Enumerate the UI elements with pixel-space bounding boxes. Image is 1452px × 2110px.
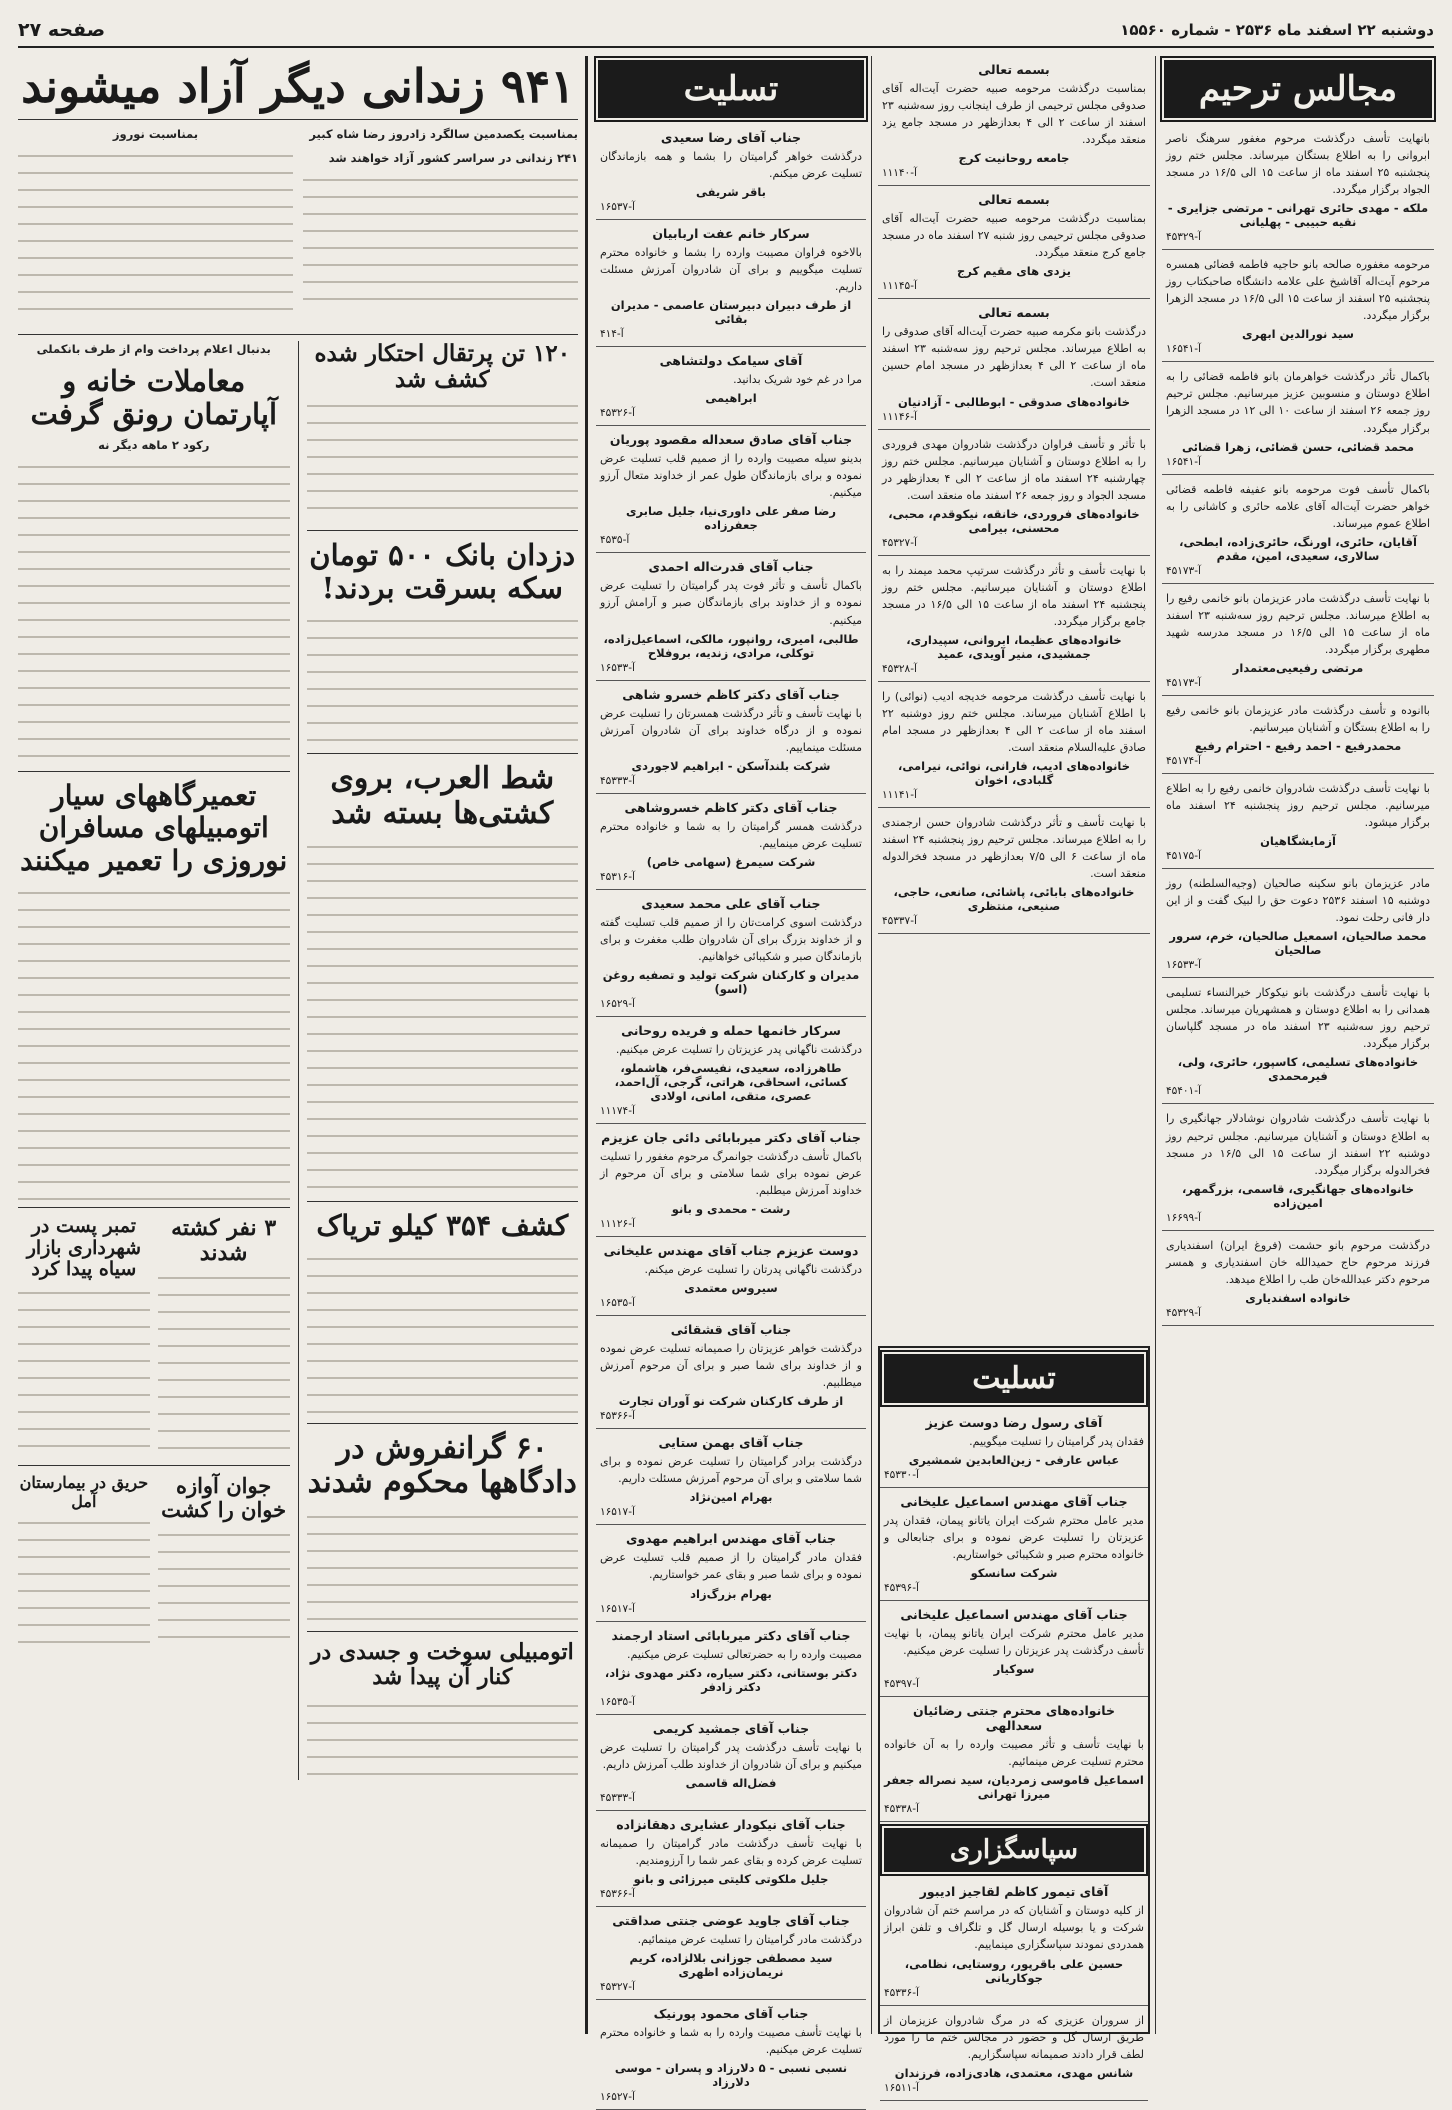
notice-signature: طالبی، امیری، روانپور، مالکی، اسماعیل‌زاده، توکلی، مرادی، زندیه، بروفلاح: [603, 631, 859, 660]
notice-item: [878, 430, 1150, 556]
notice-signature: محمد صالحیان، اسمعیل صالحیان، خرم، سرور صالحیان: [1169, 929, 1427, 958]
notice-item: [596, 681, 866, 794]
headline-shatt: شط العرب، بروی کشتی‌ها بسته شد: [307, 753, 579, 831]
notice-signature: جامعه روحانیت کرج: [958, 151, 1070, 166]
notice-body: مدیر عامل محترم شرکت ایران یاتانو پیمان، با نهایت تأسف درگذشت پدر عزیزتان را تسلیت عرض میکنیم.: [884, 1627, 1144, 1658]
notice-item: [1162, 1231, 1434, 1326]
short-news-a: [158, 1216, 290, 1458]
notice-item: [880, 1488, 1148, 1601]
apartment-sub: رکود ۲ ماهه دیگر نه: [98, 438, 210, 453]
notice-body: فقدان پدر گرامیتان را تسلیت میگوییم.: [969, 1435, 1144, 1448]
notice-body: درگذشت برادر گرامیتان را تسلیت عرض نموده و برای شما سلامتی و برای آن مرحوم آمرزش مسئلت داریم.: [600, 1455, 862, 1486]
notice-code: آ-۴۵۳۲۶: [600, 407, 635, 420]
notice-item: [1162, 869, 1434, 978]
notice-signature: خانواده اسفندیاری: [1245, 1290, 1351, 1305]
notice-item: [596, 1429, 866, 1525]
headline-three: ۳ نفر کشته شدند: [171, 1214, 277, 1267]
notice-item: [878, 682, 1150, 808]
notice-code: آ-۴۵۳۲۷: [600, 1980, 635, 1993]
notice-signature: خانواده‌های عظیما، ابروانی، سپیداری، جمشیدی، منیر آویدی، عمید: [906, 632, 1122, 661]
notice-code: آ-۴۵۳۳۳: [600, 774, 635, 787]
notice-body: درگذشت ناگهانی پدر عزیزتان را تسلیت عرض میکنیم.: [615, 1042, 862, 1056]
notice-item: [1162, 584, 1434, 696]
notice-signature: رشت - محمدی و بانو: [671, 1202, 791, 1217]
notice-code: آ-۴۱۴: [600, 328, 624, 341]
notice-code: آ-۱۶۵۳۳: [600, 661, 635, 674]
notice-body: مصیبت وارده را به حضرتعالی تسلیت عرض میکنیم.: [627, 1647, 862, 1661]
notice-body: فقدان مادر گرامیتان را از صمیم قلب تسلیت عرض نموده و برای شما صبر و بقای عمر خواستاریم.: [600, 1551, 862, 1582]
memorial-list: [1162, 124, 1434, 1326]
notice-title: آقای تیمور کاظم لقاجیز ادیبور: [919, 1884, 1109, 1900]
filler-text: [303, 174, 578, 314]
notice-signature: از طرف دبیران دبیرستان عاصمی - مدیران بقائی: [610, 298, 852, 327]
notice-body: درگذشت همسر گرامیتان را به شما و خانواده محترم تسلیت عرض مینماییم.: [600, 819, 862, 850]
notice-signature: آقایان، حائری، اورنگ، حائری‌زاده، ابطحی، سالاری، سعیدی، امین، مقدم: [1179, 534, 1417, 563]
filler-text: [18, 1517, 150, 1647]
notice-title: بسمه تعالی: [978, 62, 1050, 77]
page-number: صفحه ۲۷: [18, 19, 106, 41]
notice-body: باکمال تأسف و تأثر فوت پدر گرامیتان را تسلیت عرض نموده و از خداوند برای بازماندگان صبر و آرامش آرزو میکنیم.: [600, 579, 862, 627]
appreciation-list: [880, 1409, 1148, 2101]
news-row-2: [18, 334, 578, 1780]
notice-body: با نهایت تأسف مصیبت وارده را به شما و خانواده محترم تسلیت عرض میکنیم.: [600, 2025, 862, 2056]
notice-body: بالاخوه فراوان مصیبت وارده را بشما و خانواده محترم تسلیت میگوییم و برای آن شادروان آمرزش مسئلت داریم.: [600, 246, 862, 294]
headline-robbers: دزدان بانک ۵۰۰ تومان سکه بسرقت بردند!: [307, 530, 579, 606]
notice-signature: محمد قضائی، حسن قضائی، زهرا قضائی: [1182, 439, 1414, 454]
notice-item: [878, 556, 1150, 682]
notice-body: با نهایت تأسف درگذشت پدر گرامیتان را تسلیت عرض میکنیم و برای آن شادروان از خداوند طلب آمرزش داریم.: [600, 1740, 862, 1771]
notice-signature: خانواده‌های ادیب، فارانی، نوائی، نیرامی، گلبادی، اخوان: [897, 759, 1131, 788]
notice-code: آ-۴۵۳۶۶: [600, 1410, 635, 1423]
notice-body: با نهایت تأسف و تأثر مصیبت وارده را به آن خانواده محترم تسلیت عرض مینمائیم.: [884, 1738, 1144, 1769]
filler-text: [307, 400, 579, 520]
notice-code: آ-۴۵۳۲۹: [1166, 231, 1201, 244]
short-news-d: [18, 1474, 150, 1647]
notice-title: جناب آقای قدرت‌اله احمدی: [648, 559, 814, 575]
notice-signature: شرکت سانسکو: [970, 1566, 1058, 1581]
notice-signature: خانواده‌های بابائی، پاشائی، صانعی، حاجی، صنیعی، منتظری: [893, 885, 1135, 914]
notice-item: [596, 1715, 866, 1811]
notice-code: آ-۱۱۱۴۵: [882, 280, 917, 293]
notice-title: جناب آقای دکتر میربابائی استاد ارجمند: [611, 1627, 851, 1643]
notice-code: آ-۱۶۵۳۵: [600, 1695, 635, 1708]
notice-title: جناب آقای محمود پورنیک: [653, 2005, 809, 2021]
notice-code: آ-۴۵۱۷۵: [1166, 850, 1201, 863]
notice-code: آ-۱۶۵۱۱: [884, 2081, 919, 2094]
notice-body: با نهایت تأسف درگذشت شادروان نوشادلار جهانگیری را به اطلاع دوستان و آشنایان میرسانیم. مجلس ترحیم روز دوشنبه ۲۲ اسفند از ساعت ۱۵ الی ۱۶/۵ در مسجد فخرالدوله برگزار میگردد.: [1166, 1112, 1430, 1177]
condolence-banner: تسلیت: [598, 60, 864, 118]
prisoners-text-b: [18, 126, 293, 334]
notice-item: [596, 890, 866, 1017]
news-section: [18, 56, 578, 2034]
notice-signature: سیروس معتمدی: [684, 1281, 778, 1296]
notice-item: [596, 1017, 866, 1124]
notice-code: آ-۴۵۱۷۳: [1166, 564, 1201, 577]
notice-signature: مرتضی رفیعیی‌معتمدار: [1232, 660, 1364, 675]
notice-item: [596, 553, 866, 680]
notice-body: با نهایت تأسف درگذشت مادر گرامیتان را صمیمانه تسلیت عرض کرده و بقای عمر شما را آرزومندیم.: [600, 1836, 862, 1867]
filler-text: [307, 1253, 579, 1413]
notice-title: جناب آقای رضا سعیدی: [660, 130, 802, 145]
notice-title: جناب آقای مهندس ابراهیم مهدوی: [625, 1531, 836, 1547]
columns: [18, 56, 1434, 2103]
notice-body: بانهایت تأسف درگذشت مرحوم مغفور سرهنگ ناصر ابروانی را به اطلاع بستگان میرساند. مجلس ختم روز پنجشنبه ۲۵ اسفند ماه از ساعت ۱۵ الی ۱۶/۵ در مسجد الجواد برگزار میگردد.: [1166, 132, 1430, 197]
short-news-row-2: [18, 1465, 290, 1647]
notice-item: [1162, 696, 1434, 774]
notice-signature: سید مصطفی جوزانی بلالزاده، کریم نریمان‌زاده اظهری: [629, 1950, 833, 1979]
notice-body: از کلیه دوستان و آشنایان که در مراسم ختم آن شادروان شرکت و یا بوسیله ارسال گل و تلگراف و تلفن ابراز همدردی نمودند سپاسگزاری مینماییم.: [884, 1904, 1144, 1952]
notice-signature: شانس مهدی، معتمدی، هادی‌زاده، فرزندان: [894, 2065, 1134, 2080]
notice-signature: اسماعیل قاموسی زمردیان، سید نصراله جعفر میرزا تهرانی: [884, 1773, 1144, 1802]
notice-item: [596, 426, 866, 553]
news-col-right: [18, 341, 290, 1780]
notice-code: آ-۴۵۳۵: [600, 534, 630, 547]
notice-title: جناب آقای صادق سعداله مقصود پوریان: [609, 432, 853, 448]
notice-signature: محمدرفیع - احمد رفیع - احترام رفیع: [1194, 738, 1402, 753]
notice-code: آ-۴۵۳۳۸: [884, 1803, 919, 1816]
notice-signature: عباس عارفی - زین‌العابدین شمشیری: [908, 1453, 1120, 1468]
notice-signature: ابراهیمی: [705, 391, 757, 406]
notice-item: [1162, 362, 1434, 474]
column-rule: [298, 341, 299, 1780]
notice-body: درگذشت خواهر عزیزتان را صمیمانه تسلیت عرض نموده و از خداوند برای شما صبر و برای آن مرحوم آمرزش میطلبیم.: [600, 1342, 862, 1390]
middle-memorial-list: [878, 56, 1150, 934]
notice-title: جناب آقای نیکودار عشایری دهقانزاده: [616, 1816, 846, 1832]
notice-code: آ-۴۵۳۳۳: [600, 1791, 635, 1804]
notice-body: درگذشت ناگهانی پدرتان را تسلیت عرض میکنم.: [644, 1263, 862, 1277]
notice-code: آ-۱۱۱۴۱: [882, 789, 917, 802]
filler-text: [18, 1287, 150, 1457]
apartment-kicker: بدنبال اعلام پرداخت وام از طرف بانکملی: [36, 341, 271, 356]
notice-title: جناب آقای قشقائی: [670, 1322, 792, 1338]
notice-item: [596, 1622, 866, 1715]
notice-signature: یزدی های مقیم کرج: [957, 264, 1071, 279]
masthead: [18, 14, 1434, 48]
notice-item: [596, 1907, 866, 2000]
notice-title: آقای رسول رضا دوست عزیز: [925, 1415, 1103, 1430]
headline-fine: ۶۰ گرانفروش در دادگاهها محکوم شدند: [307, 1423, 579, 1501]
notice-code: آ-۴۵۳۹۶: [884, 1582, 919, 1595]
prisoners-lead: ۲۴۱ زندانی در سراسر کشور آزاد خواهند شد: [328, 150, 578, 165]
notice-code: آ-۴۵۳۳۰: [884, 1469, 919, 1482]
filler-text: [307, 1700, 579, 1780]
notice-item: [1162, 250, 1434, 362]
notice-item: [1162, 1104, 1434, 1230]
notice-body: با نهایت تأسف و تأثر درگذشت همسرتان را تسلیت عرض نموده و از درگاه خداوند برای آن شادروان آمرزش مسئلت مینماییم.: [600, 706, 862, 754]
notice-signature: خانواده‌های جهانگیری، قاسمی، بزرگمهر، امین‌زاده: [1181, 1181, 1415, 1210]
notice-code: آ-۱۶۵۴۱: [1166, 343, 1201, 356]
notice-item: [878, 808, 1150, 934]
notice-item: [1162, 978, 1434, 1104]
notice-body: با نهایت تأسف و تأثر درگذشت سرتیپ محمد میمند را به اطلاع دوستان و آشنایان میرسانیم. مجلس ختم روز پنجشنبه ۲۴ اسفند ماه از ساعت ۱۵ الی ۱۶/۵ در مسجد جامع برگزار میگردد.: [882, 563, 1146, 628]
notice-body: درگذشت خواهر گرامیتان را بشما و همه بازماندگان تسلیت عرض میکنم.: [600, 150, 862, 181]
notice-code: آ-۴۵۳۲۸: [882, 662, 917, 675]
notice-item: [596, 2000, 866, 2110]
notice-signature: رضا صفر علی داوری‌نیا، جلیل صابری جعفرزاده: [625, 504, 837, 533]
filler-text: [158, 1272, 290, 1452]
notice-signature: جلیل ملکوتی کلیتی میرزائی و بانو: [633, 1871, 829, 1886]
section-divider: [585, 56, 588, 2034]
notice-item: [596, 220, 866, 347]
notice-signature: حسین علی باقرپور، روستایی، نظامی، جوکاریانی: [904, 1956, 1124, 1985]
issue-date-line: دوشنبه ۲۲ اسفند ماه ۲۵۳۶ - شماره ۱۵۵۶۰: [1120, 21, 1434, 39]
notice-item: [596, 794, 866, 890]
notice-body: بمناسبت درگذشت مرحومه صبیه حضرت آیت‌اله آقای صدوقی مجلس ترحیمی روز شنبه ۲۷ اسفند ماه در مسجد جامع کرج منعقد میگردد.: [882, 212, 1147, 260]
notice-title: جناب آقای مهندس اسماعیل علیخانی: [900, 1607, 1128, 1623]
appreciation-box: [878, 1346, 1150, 2094]
headline-car: اتومبیلی سوخت و جسدی در کنار آن پیدا شد: [307, 1631, 579, 1691]
notice-body: مادر عزیزمان بانو سکینه صالحیان (وجیه‌السلطنه) روز دوشنبه ۱۵ اسفند ۲۵۳۶ دعوت حق را لبیک گفت و از این دار فانی رحلت نمود.: [1166, 877, 1430, 925]
notice-signature: بهرام بزرگ‌زاد: [690, 1586, 772, 1601]
notice-title: جناب آقای علی محمد سعیدی: [641, 895, 821, 911]
memorial-banner: مجالس ترحیم: [1164, 60, 1432, 118]
notice-code: آ-۱۶۵۳۵: [600, 1297, 635, 1310]
notice-body: باانوده و تأسف درگذشت مادر عزیزمان بانو خانمی رفیع را به اطلاع بستگان و آشنایان میرسانیم.: [1166, 703, 1430, 734]
notice-signature: خانواده‌های صدوقی - ابوطالبی - آزادنیان: [897, 394, 1131, 409]
notice-body: با نهایت تأسف درگذشت شادروان خانمی رفیع را به اطلاع میرسانیم. مجلس ترحیم روز پنجشنبه ۲۴ اسفند ماه برگزار میشود.: [1166, 781, 1430, 830]
memorial-column: [1162, 56, 1434, 2034]
headline-apartment: معاملات خانه و آپارتمان رونق گرفت: [30, 363, 278, 432]
notice-item: [1162, 774, 1434, 869]
filler-text: [307, 615, 579, 743]
notice-title: جناب آقای دکتر میربابائی دائی جان عزیزم: [601, 1129, 861, 1145]
notice-body: با نهایت تأسف و تأثر درگذشت شادروان حسن ارجمندی را به اطلاع میرساند. مجلس ترحیم روز پنجشنبه ۲۴ اسفند ماه از ساعت ۶ الی ۷/۵ بعدازظهر در مسجد فخرالدوله منعقد است.: [882, 816, 1146, 881]
notice-item: [596, 1525, 866, 1621]
notice-item: [596, 124, 866, 220]
notice-body: مدیر عامل محترم شرکت ایران یاتانو پیمان، فقدان پدر عزیزتان را تسلیت عرض نموده و برای جنابعالی و خانواده محترم صبر و شکیبائی خواستاریم.: [884, 1514, 1144, 1562]
notice-body: با نهایت تأسف درگذشت بانو نیکوکار خیرالنساء تسلیمی همدانی را به اطلاع دوستان و همشهریان میرساند. مجلس ترحیم روز سه‌شنبه ۲۳ اسفند ماه در مسجد گلپاسان برگزار میگردد.: [1166, 986, 1430, 1051]
notice-code: آ-۴۵۳۳۶: [884, 1986, 919, 1999]
filler-text: [18, 150, 293, 320]
notice-code: آ-۴۵۴۰۱: [1166, 1085, 1201, 1098]
notice-code: آ-۱۶۵۳۳: [1166, 959, 1201, 972]
condolence-column: [596, 56, 866, 2103]
headline-stamps: تمبر پست در شهرداری بازار سیاه پیدا کرد: [26, 1214, 142, 1281]
short-news-b: [18, 1216, 150, 1458]
notice-title: خانواده‌های محترم جنتی رضائیان سعدالهی: [913, 1703, 1115, 1734]
notice-body: درگذشت مرحوم بانو حشمت (فروغ ایران) اسفندیاری فرزند مرحوم حاج حمیدالله خان اسفندیاری و همسر مرحوم دکتر عبدالله‌خان طب را اطلاع میدهد.: [1166, 1238, 1430, 1286]
notice-body: مرحومه مغفوره صالحه بانو حاجیه فاطمه قضائی همسره مرحوم آیت‌اله آقا‌شیخ علی علامه دانشگاه صاحبکتاب روز پنجشنبه ۲۵ اسفند از ساعت ۱۵ الی ۱۶/۵ در مسجد الزهرا برگزار میگردد.: [1166, 258, 1430, 323]
notice-title: بسمه تعالی: [978, 192, 1050, 208]
notice-body: با نهایت تأسف درگذشت مرحومه خدیجه ادیب (نوائی) را با اطلاع آشنایان میرساند. مجلس ختم روز دوشنبه ۲۲ اسفند ماه از ساعت ۲ الی ۴ بعدازظهر در مسجد امام صادق علیه‌السلام منعقد است.: [882, 689, 1146, 755]
column-rule: [1155, 56, 1156, 2034]
notice-title: جناب آقای مهندس اسماعیل علیخانی: [900, 1494, 1128, 1510]
notice-signature: فضل‌اله قاسمی: [685, 1775, 777, 1790]
filler-text: [18, 887, 290, 1207]
notice-title: دوست عزیزم جناب آقای مهندس علیخانی: [603, 1243, 859, 1259]
notice-body: درگذشت اسوی کرامت‌تان را از صمیم قلب تسلیت گفته و از خداوند بزرگ برای آن شادروان طلب مغفرت و برای بازماندگان صبر و شکیبائی خواهانیم.: [600, 915, 862, 963]
notice-item: [880, 1409, 1148, 1488]
notice-item: [880, 1697, 1148, 1822]
short-news-row: [18, 1207, 290, 1458]
notice-item: [596, 1316, 866, 1429]
headline-hospital: حریق در بیمارستان آمل: [19, 1473, 149, 1511]
notice-code: آ-۱۶۵۳۷: [600, 201, 635, 214]
notice-item: [1162, 475, 1434, 584]
notice-signature: ملکه - مهدی حائری تهرانی - مرتضی جزایری - نقیه حبیبی - پهلیانی: [1167, 201, 1429, 230]
prisoners-story: [18, 126, 578, 334]
short-news-c: [158, 1474, 290, 1647]
notice-item: [878, 186, 1150, 299]
notice-title: جناب آقای دکتر کاظم خسرو شاهی: [622, 686, 840, 702]
notice-code: آ-۱۱۱۴۰: [882, 167, 917, 180]
notice-code: آ-۱۶۵۱۷: [600, 1602, 635, 1615]
headline-kilos: کشف ۳۵۴ کیلو تریاک: [307, 1201, 579, 1242]
notice-title: بسمه تعالی: [978, 305, 1050, 321]
notice-signature: مدیران و کارکنان شرکت تولید و تصفیه روغن (اسو): [602, 967, 860, 996]
notice-body: بدینو سیله مصیبت وارده را از صمیم قلب تسلیت عرض نموده و برای بازماندگان طول عمر از خداوند متعال آرزو میکنیم.: [600, 452, 862, 500]
notice-title: جناب آقای بهمن ستایی: [658, 1435, 804, 1451]
notice-signature: بهرام امین‌نژاد: [689, 1490, 773, 1505]
notice-signature: طاهرزاده، سعیدی، نفیسی‌فر، هاشملو، کسائی، اسحاقی، هراتی، گرجی، آل‌احمد، عصری، متقی، امانی، اولادی: [614, 1060, 848, 1103]
notice-item: [878, 299, 1150, 429]
notice-code: آ-۴۵۳۶۶: [600, 1887, 635, 1900]
notice-signature: شرکت سیمرغ (سهامی خاص): [646, 854, 816, 869]
notice-signature: خانواده‌های تسلیمی، کاسپور، حائری، ولی، فیرمحمدی: [1177, 1055, 1419, 1084]
notice-item: [596, 1811, 866, 1907]
notice-body: درگذشت مادر گرامیتان را تسلیت عرض مینمائیم.: [637, 1932, 862, 1946]
filler-text: [18, 461, 290, 761]
notice-signature: دکتر بوستانی، دکتر سیاره، دکتر مهدوی نژاد، دکتر زادفر: [604, 1665, 858, 1694]
notice-code: آ-۴۵۳۳۷: [882, 915, 917, 928]
notice-code: آ-۴۵۱۷۴: [1166, 754, 1201, 767]
notice-code: آ-۴۵۳۲۹: [1166, 1306, 1201, 1319]
notice-body: از سروران عزیزی که در مرگ شادروان عزیزمان از طریق ارسال گل و حضور در مجالس ختم ما را مورد لطف قرار دادند صمیمانه سپاسگزاریم.: [884, 2013, 1144, 2061]
headline-orange: ۱۲۰ تن پرتقال احتکار شده کشف شد: [314, 339, 571, 394]
notice-signature: باقر شریفی: [695, 185, 767, 200]
notice-body: با تأثر و تأسف فراوان درگذشت شادروان مهدی فروردی را به اطلاع دوستان و آشنایان میرسانیم. مجلس ختم روز چهارشنبه ۲۴ اسفند ماه از ساعت ۲ الی ۴ بعدازظهر در مسجد الجواد و روز جمعه ۲۶ اسفند ماه منعقد است.: [882, 437, 1146, 502]
notice-code: آ-۱۶۵۲۷: [600, 2090, 635, 2103]
prisoners-text-a: [303, 126, 578, 334]
notice-body: باکمال تأثر درگذشت خواهرمان بانو فاطمه قضائی را به اطلاع دوستان و منسوبین عزیز میرسانیم. مجلس ترحیم روز جمعه ۲۶ اسفند از ساعت ۱۰ الی ۱۲ در مسجد الزهرا برگزار میگردد.: [1166, 370, 1431, 435]
notice-signature: آزمایشگاهیان: [1260, 834, 1336, 849]
headline-singer: جوان آوازه خوان را کشت: [161, 1473, 287, 1523]
notice-code: آ-۱۱۱۷۴: [600, 1104, 635, 1117]
prisoners-sub: بمناسبت نوروز: [112, 126, 199, 141]
notice-item: [880, 1601, 1148, 1697]
notice-title: جناب آقای دکتر کاظم خسروشاهی: [624, 799, 838, 815]
notice-body: باکمال تأسف فوت مرحومه بانو عفیفه فاطمه قضائی خواهر حضرت آیت‌اله آقای علامه حائری و کاشانی را به اطلاع عموم میرساند.: [1166, 482, 1430, 530]
notice-item: [878, 56, 1150, 186]
filler-text: [158, 1529, 290, 1639]
prisoners-kicker: بمناسبت یکصدمین سالگرد زادروز رضا شاه کبیر: [309, 126, 578, 141]
notice-code: آ-۴۵۱۷۳: [1166, 676, 1201, 689]
notice-title: آقای سیامک دولتشاهی: [659, 353, 803, 369]
notice-code: آ-۴۵۳۱۶: [600, 870, 635, 883]
notice-body: با نهایت تأسف درگذشت مادر عزیزمان بانو خانمی رفیع را به اطلاع میرساند. مجلس ترحیم روز سه‌شنبه ۲۳ اسفند ماه از ساعت ۱۵ الی ۱۶/۵ در مسجد مدرسه شهید مطهری برگزار میگردد.: [1166, 591, 1430, 656]
notice-item: [596, 1124, 866, 1237]
notice-signature: شرکت بلند‌آسکن - ابراهیم لاجوردی: [631, 758, 831, 773]
notice-code: آ-۱۶۵۲۹: [600, 997, 635, 1010]
notice-item: [880, 1878, 1148, 2005]
filler-text: [307, 841, 579, 1191]
notice-title: جناب آقای جاوید عوضی جنتی صداقتی: [612, 1912, 850, 1928]
notice-title: سرکار خانمها حمله و فریده روحانی: [621, 1022, 841, 1038]
notice-item: [596, 347, 866, 426]
notice-title: جناب آقای جمشید کریمی: [652, 1720, 810, 1736]
notice-code: آ-۱۱۱۲۶: [600, 1218, 635, 1231]
appreciation-banner: سپاسگزاری: [884, 1828, 1144, 1872]
notice-signature: نسبی نسبی - ۵ دلارزاد و پسران - موسی دلارزاد: [614, 2060, 848, 2089]
filler-text: [307, 1511, 579, 1621]
notice-code: آ-۱۶۶۹۹: [1166, 1211, 1201, 1224]
notice-item: [880, 2006, 1148, 2101]
news-col-left: [307, 341, 579, 1780]
column-rule: [871, 56, 872, 2034]
notice-body: باکمال تأسف درگذشت جوانمرگ مرحوم مغفور را تسلیت عرض نموده برای شما سلامتی و برای آن مرحوم از خداوند آمرزش میطلبم.: [600, 1149, 862, 1198]
notice-item: [1162, 124, 1434, 250]
headline-repair: تعمیرگاههای سیار اتومبیلهای مسافران نوروزی را تعمیر میکنند: [18, 771, 290, 877]
notice-code: آ-۴۵۳۲۷: [882, 536, 917, 549]
notice-signature: سوکیار: [993, 1662, 1035, 1677]
condolence-banner-2: تسلیت: [884, 1354, 1144, 1403]
notice-title: سرکار خانم عفت اربابیان: [652, 226, 810, 242]
notice-code: آ-۱۶۵۴۱: [1166, 455, 1201, 468]
notice-body: مرا در غم خود شریک بدانید.: [733, 373, 862, 387]
notice-signature: خانواده‌های فروردی، خانقه، نیکوقدم، محبی، محسنی، بیرامی: [888, 506, 1140, 535]
headline-prisoners: ۹۴۱ زندانی دیگر آزاد میشوند: [18, 60, 578, 120]
notice-signature: سید نورالدین ابهری: [1242, 327, 1354, 342]
notice-code: آ-۱۱۱۴۶: [882, 410, 917, 423]
notice-code: آ-۴۵۳۹۷: [884, 1678, 919, 1691]
notice-code: آ-۱۶۵۱۷: [600, 1506, 635, 1519]
notice-body: درگذشت بانو مکرمه صبیه حضرت آیت‌اله آقای صدوقی را به اطلاع میرساند. مجلس ترحیم روز سه‌شنبه ۲۳ اسفند ماه از ساعت ۲ الی ۴ بعدازظهر در مسجد امام حسین منعقد است.: [882, 325, 1146, 390]
condolence-list: [596, 124, 866, 2110]
notice-body: بمناسبت درگذشت مرحومه صبیه حضرت آیت‌اله آقای صدوقی مجلس ترحیمی از طرف اینجانب روز سه‌شنبه ۲۳ اسفند از ساعت ۲ الی ۴ بعدازظهر در مسجد جامع یزد منعقد میگردد.: [882, 82, 1146, 147]
notice-signature: از طرف کارکنان شرکت نو آوران تجارت: [618, 1394, 844, 1409]
notice-item: [596, 1237, 866, 1316]
